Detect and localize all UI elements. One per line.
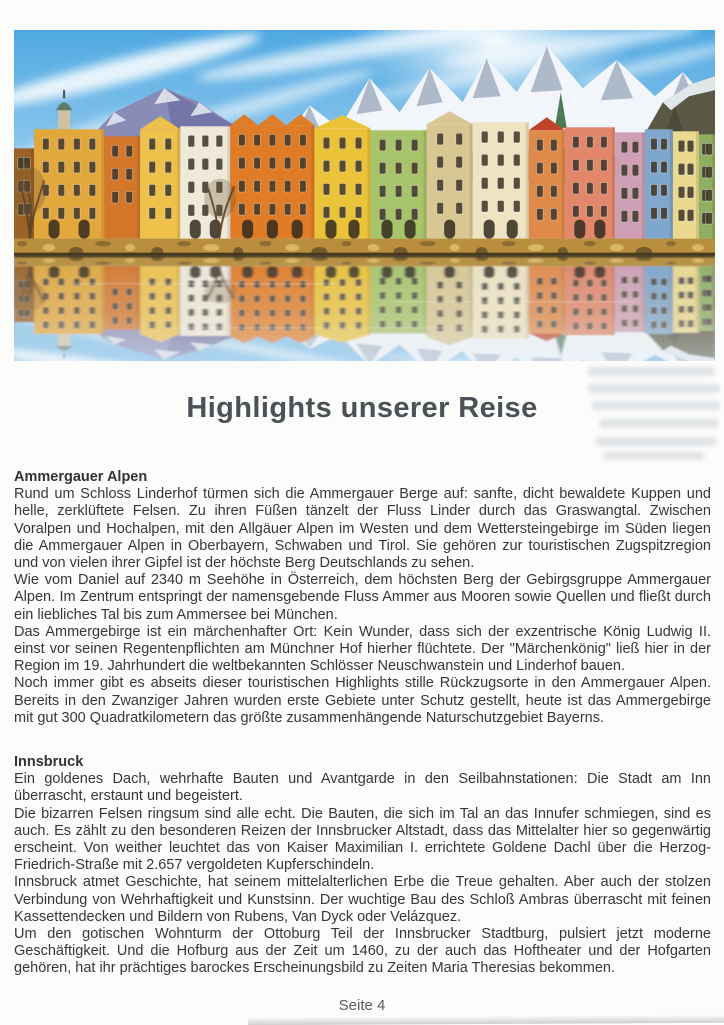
section-ammergauer-alpen (14, 469, 711, 727)
section-innsbruck (14, 754, 711, 978)
paragraph: Noch immer gibt es abseits dieser touristischen Highlights stille Rückzugsorte in den Ammergauer Alpen. Bereits in den Zwanziger Jahren wurden erste Gebiete unter Schutz gestellt, heute ist das Ammergebirge mit gut 300 Quadratkilometern das größte zusammenhängende Naturschutzgebiet Bayerns. (14, 675, 711, 726)
innsbruck-photo-illustration (14, 30, 715, 361)
page-number: Seite 4 (338, 997, 386, 1014)
paragraph: Ein goldenes Dach, wehrhafte Bauten und Avantgarde in den Seilbahnstationen: Die Stadt am Inn überrascht, erstaunt und begeistert. (14, 771, 711, 805)
page-title: Highlights unserer Reise (186, 392, 538, 424)
bleed-through-line (596, 437, 716, 446)
paragraph: Um den gotischen Wohnturm der Ottoburg Teil der Innsbrucker Stadtburg, pulsiert jetzt moderne Geschäftigkeit. Und die Hofburg aus der Zeit um 1460, zu der auch das Hoftheater und der Hofgarten gehören, hat ihr prächtiges barockes Erscheinungsbild zu Zeiten Maria Theresias bekommen. (14, 926, 711, 977)
section-heading: Innsbruck (14, 754, 84, 771)
paragraph: Die bizarren Felsen ringsum sind alle echt. Die Bauten, die sich im Tal an das Innufer schmiegen, sind es auch. Es zählt zu den besonderen Reizen der Innsbrucker Altstadt, dass das Mittelalter hier so gegenwärtig erscheint. Von weither leuchtet das von Kaiser Maximilian I. errichtete Goldene Dachl über die Herzog-Friedrich-Straße mit 2.657 vergoldeten Kupferschindeln. (14, 805, 711, 874)
riverbank (14, 239, 715, 257)
bleed-through-line (588, 367, 714, 376)
water-sheen (14, 256, 715, 361)
bleed-through-line (604, 452, 704, 460)
paragraph: Wie vom Daniel auf 2340 m Seehöhe in Österreich, dem höchsten Berg der Gebirgsgruppe Ammergauer Alpen. Im Zentrum entspringt der namensgebende Fluss Ammer aus Mooren sowie Quellen und fließt durch ein liebliches Tal bis zum Ammersee bei München. (14, 572, 711, 623)
scan-edge-shadow (248, 1014, 724, 1025)
article-body (14, 469, 711, 978)
photo-scene (14, 30, 715, 257)
paragraph: Rund um Schloss Linderhof türmen sich die Ammergauer Berge auf: sanfte, dicht bewaldete Kuppen und helle, zerklüftete Felsen. Zu ihren Füßen tänzelt der Fluss Linder durch das Graswangtal. Zwischen Voralpen und Hochalpen, mit den Allgäuer Alpen im Westen und dem Wettersteingebirge im Süden liegen die Ammergauer Alpen in Oberbayern, Schwaben und Tirol. Sie gehören zur touristischen Zugspitzregion und von vielen ihrer Gipfel ist der höchste Berg Deutschlands zu sehen. (14, 486, 711, 572)
paragraph: Das Ammergebirge ist ein märchenhafter Ort: Kein Wunder, dass sich der exzentrische König Ludwig II. einst vor seinen Regentenpflichten am Münchner Hof hierher flüchtete. Der "Märchenkönig" ließ hier in der Region im 19. Jahrhundert die weltbekannten Schlösser Neuschwanstein und Linderhof bauen. (14, 623, 711, 675)
innsbruck-river-photo (14, 30, 715, 361)
section-heading: Ammergauer Alpen (14, 469, 148, 485)
paragraph: Innsbruck atmet Geschichte, hat seinem mittelalterlichen Erbe die Treue gehalten. Aber auch der stolzen Verbindung von Wehrhaftigkeit und Kunstsinn. Der wuchtige Bau des Schloß Ambras überrascht mit feinen Kassettendecken und Bildern von Rubens, Van Dyck oder Velázquez. (14, 874, 711, 925)
